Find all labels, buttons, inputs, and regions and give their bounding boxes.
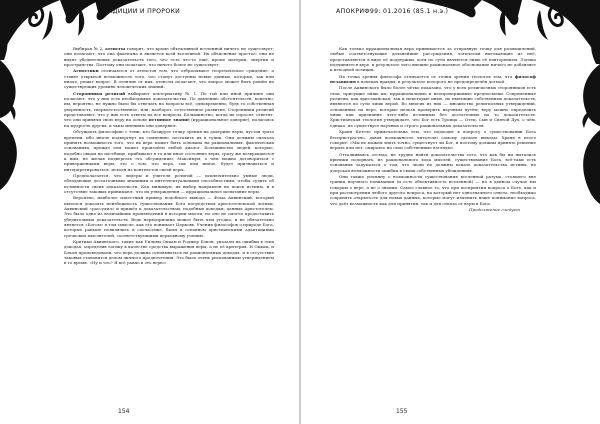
right-running-head: АПОКРИФ99: 01.2016 (85.1 н.э.) xyxy=(336,8,449,15)
tribal-ornament-left-edge-icon xyxy=(0,60,26,200)
paragraph: Сторонники религий выбирают альтернативу № 1. По той или иной причине они полагают, что у них есть необходимые доказательства. По давлению обстоятельств, конечно, им, вероятно, не нужно было бы отвечать на вопросы всё, одновременно, будь то собственная уверенность, сверхъестественное, или, наоборот, естественное развитие. Сторонники религий представляют, что у них есть ответы на все вопросы. Большинство, когда их спросят, ответят, что они приняли свою веру на основе истинное знание (иррациональное доверие), полагаясь на мудрость других, к чьим мнениям они доверяют. xyxy=(64,90,274,128)
paragraph: Выбирая № 2, атеисты говорят, что кроме объективной вселенной ничего не существует; они полагают, что она фактична и является всей вселенной. Их объяснение простое: они не видят убедительных доказательств того, что есть что-то ещё, кроме материи, энергии и пространства. Поэтому они полагают, что ничего более не существует. xyxy=(64,46,274,68)
right-body-text xyxy=(330,46,536,213)
paragraph: Храня Кетеле примечательна тем, что подходит к вопросу о существовании Бога беспристрастно, давая возможность читателю самому сделать выводы. Храня в итоге говорит: «Мы не можем знать точно, существует ли Бог, и поэтому должны принять решение верить или нет, опираясь на свои собственные взгляды». xyxy=(330,129,536,151)
paragraph: Как только иррациональная вера принимается за отправную точку для размышлений, любые соответствующие дальнейшие рассуждения, логически вытекающие из неё, представляются в виде её поддержки, хотя по сути являются лишь её повторением. Логика подчиняется вере, в результате чего внешне рациональное обоснование ничего не добавляет к исходной позиции. xyxy=(330,46,536,73)
paragraph: Обсуждать философию с теми, кто базирует точку зрения на доктрине веры, пустая трата времени, ибо иначе подвергнут их сомнению, поставить их в тупик. Они должны сначала принять возможность того, что их вера может быть основана на рациональных, фактических основаниях, прежде чем может произойти любой диалог. Большинство людей, которые, подобно овцам на пастбище, прибывают в то или иное состояние веры, сразу же возвращаются к ним, не желая подвергать это обсуждению. Максимум, о чём можно договориться с приверженцами веры, это о том, что вера, так или иначе, будет признаваться и интерпретироваться, исходя из контекстов своей веры. xyxy=(64,129,274,172)
tribal-ornament-right-edge-icon xyxy=(572,64,600,214)
left-running-head: ТРАДИЦИИ И ПРОРОКИ xyxy=(100,8,181,15)
paragraph: Они также упомяну о возможности существования вселенной разума, стоящего вне границ научного понимания (и есть объективность вселенной) — но в данном случае мы говорим о вере, а не о знании. Самое главное то, что при восприятии вопроса о Боге, как и при рассмотрении любого другого вопроса, на который нет однозначного ответа, необходимо сохранять открытость для новых данных, которые могут изменить наше понимание вопроса, что даёт возможность как для принятия, так и для отказа от веры в Бога. xyxy=(330,173,536,206)
paragraph: Критики Аквинского, такие как Уильям Оккам и Роджер Бэкон, указали на ошибки в этих доводах, определив логику в качестве средства выражения веры, а не её критерия. И Оккам, и Бэкон проповедовали, что вера должна основываться на рациональных доводах, и в отсутствие таковых становится делом личного предпочтения. Это было очень рискованным утверждением в то время. «Ну и что? Я всё равно в это верю». xyxy=(64,239,274,266)
left-body-text xyxy=(64,46,274,267)
right-page-number: 155 xyxy=(396,408,408,415)
paragraph: Агностики отличаются от атеистов тем, что отбрасывают теоретическое суждение, а ставят открытой возможность того, что станут доступны новые данные, которые, так или иначе, решат вопрос. В отличие от них, атеисты полагают, что вопрос может быть решён на существующих уровнях человеческих знаний. xyxy=(64,68,274,90)
paragraph: После Аквинского было более чётко показано, что у всех религиозных сторонников есть свои, присущие лишь им, иррациональные и неопровержимые предпосылки. Современные религии, как христианская, так и некоторые иные, не имеющие собственных доказательств, являются по сути лишь верой. Во многих из них — множество религиозных утверждений, основанных на вере, которые нельзя проверить научным путём; веру можно определить лишь как признание чего-либо истинным без достаточных на то доказательств. Христианская теология утверждает, что Бог есть Троица — Отец, Сын и Святой Дух, о чём, однако, не существует научных и строго рациональных доказательств. xyxy=(330,85,536,128)
continued-note: Продолжение следует xyxy=(468,206,520,212)
left-page-number: 154 xyxy=(118,408,130,415)
paragraph: Вероятно, наиболее известный пример подобного вывода — Фома Аквинский, который пытался доказать неизбежность существования Бога посредством аристотелевской логики. Аквинский «рассудил» и пришёл к доказательствам, подобных доводам, данных Аристотелем. Это было одно из величайших произведений в истории мысли, но оно не смогло предоставить убедительных доказательств. Ведь первопричина может быть чем угодно, и не обязательно является «Богом» в том смысле, как его понимает Церковь. Учения философов о природе Бога, которые раньше появлялись в схоластике, были в основном христианскими адаптациями греческих мыслителей, соответствующими церковному учению. xyxy=(64,195,274,238)
paragraph: Их точка зрения философа отличается от точки зрения теологов тем, что философ независим в поисках правды, в результате которого не предопределён догмой. xyxy=(330,73,536,85)
paragraph: Предполагается, что лидеры и учителя религий — исключительно умные люди, обладающие достаточными знаниями и интеллектуальными способностями, чтобы судить об истинности своих доказательств. Как минимум, их выбор направлен на поиск истины, и в отсутствие таковых принимают, что их утверждения — иррациональное испытание веры. xyxy=(64,172,274,194)
right-page xyxy=(300,0,600,424)
paragraph: Отталкиваясь отсюда, не трудно найти доказательства того, что как бы ни пытались критики подорвать, из рационального хода мыслей, существование Бога, всё-таки есть основания задуматься о том, что люди не должны искать доказательства истины, не допуская возможности ошибки в своих собственных убеждениях. xyxy=(330,151,536,173)
